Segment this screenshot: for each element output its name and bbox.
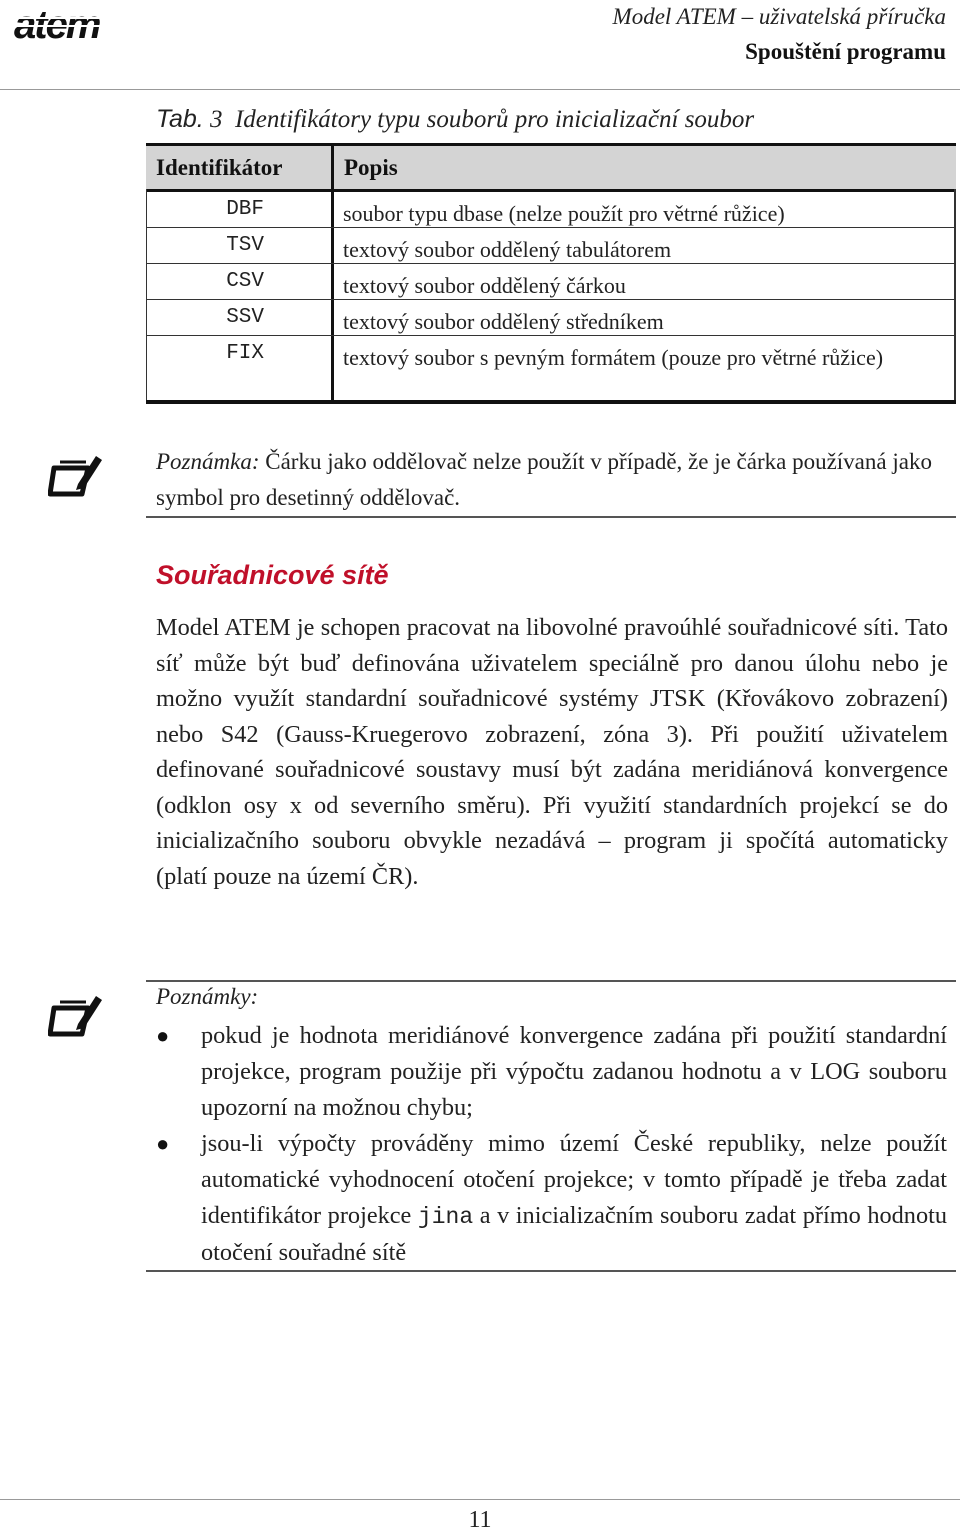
page-number: 11 xyxy=(468,1507,492,1533)
note-divider xyxy=(146,516,956,518)
table-caption xyxy=(156,105,754,134)
notes-divider-bottom xyxy=(146,1270,956,1272)
body-paragraph: Model ATEM je schopen pracovat na libovolné pravoúhlé souřadnicové síti. Tato síť může být buď definována uživatelem speciálně pro danou úlohu nebo je možno využít standardní souřadnicové systémy JTSK (Křovákovo zobrazení) nebo S42 (Gauss-Kruegerovo zobrazení, zóna 3). Při použití uživatelem definované souřadnicové soustavy musí být zadána meridiánová konvergence (odklon osy x od severního směru). Při využití standardních projekcí se do inicializačního souboru obvykle nezadává – program ji spočítá automaticky (platí pouze na území ČR). xyxy=(156,614,948,890)
document-title: Model ATEM – uživatelská příručka xyxy=(612,4,946,29)
list-item: pokud je hodnota meridiánové konvergence zadána při použití standardní projekce, program použije při výpočtu zadanou hodnotu a v LOG souboru upozorní na možnou chybu; xyxy=(201,1022,947,1121)
table-row xyxy=(146,336,956,400)
section-heading: Souřadnicové sítě xyxy=(156,560,389,590)
file-type-table xyxy=(146,143,956,404)
notepad-pencil-icon xyxy=(48,450,104,500)
row-description: textový soubor oddělený čárkou xyxy=(343,273,626,298)
column-header-identifier: Identifikátor xyxy=(156,155,283,180)
header-divider xyxy=(0,89,960,90)
row-identifier: FIX xyxy=(226,342,264,365)
note-text xyxy=(156,444,948,516)
list-item xyxy=(201,1126,947,1271)
table-row xyxy=(146,264,956,300)
notes-divider-top xyxy=(146,980,956,982)
table-row xyxy=(146,192,956,228)
row-identifier: SSV xyxy=(226,306,264,329)
note-body: Čárku jako oddělovač nelze použít v případě, že je čárka používaná jako symbol pro desetinný oddělovač. xyxy=(156,449,932,510)
row-identifier: DBF xyxy=(226,198,264,221)
bullet-icon: ● xyxy=(156,1023,170,1048)
logo-text: atem xyxy=(14,3,100,46)
item-text: a v inicializačním souboru zadat přímo hodnotu otočení souřadné sítě xyxy=(201,1202,947,1266)
bullet-icon: ● xyxy=(156,1131,170,1156)
table-row xyxy=(146,300,956,336)
notepad-pencil-icon xyxy=(48,990,104,1040)
row-description: soubor typu dbase (nelze použít pro větrné růžice) xyxy=(343,201,785,226)
table-row xyxy=(146,228,956,264)
row-identifier: TSV xyxy=(226,234,264,257)
atem-logo xyxy=(12,2,132,46)
caption-text: 3 Identifikátory typu souborů pro inicializační soubor xyxy=(209,106,755,133)
footer-divider xyxy=(0,1499,960,1500)
row-description: textový soubor oddělený středníkem xyxy=(343,309,664,334)
item-text: jsou-li výpočty prováděny mimo území České republiky, nelze použít automatické vyhodnocení otočení projekce; v tomto případě je třeba zadat identifikátor projekce xyxy=(201,1130,947,1229)
note-label: Poznámka: xyxy=(156,449,260,474)
section-title: Spouštění programu xyxy=(745,39,946,64)
projection-identifier: jina xyxy=(417,1204,474,1230)
column-header-description: Popis xyxy=(344,155,398,180)
row-description: textový soubor s pevným formátem (pouze pro větrné růžice) xyxy=(343,345,884,370)
row-identifier: CSV xyxy=(226,270,264,293)
row-description: textový soubor oddělený tabulátorem xyxy=(343,237,672,262)
notes-label: Poznámky: xyxy=(156,984,259,1009)
caption-prefix: Tab. xyxy=(156,105,204,133)
